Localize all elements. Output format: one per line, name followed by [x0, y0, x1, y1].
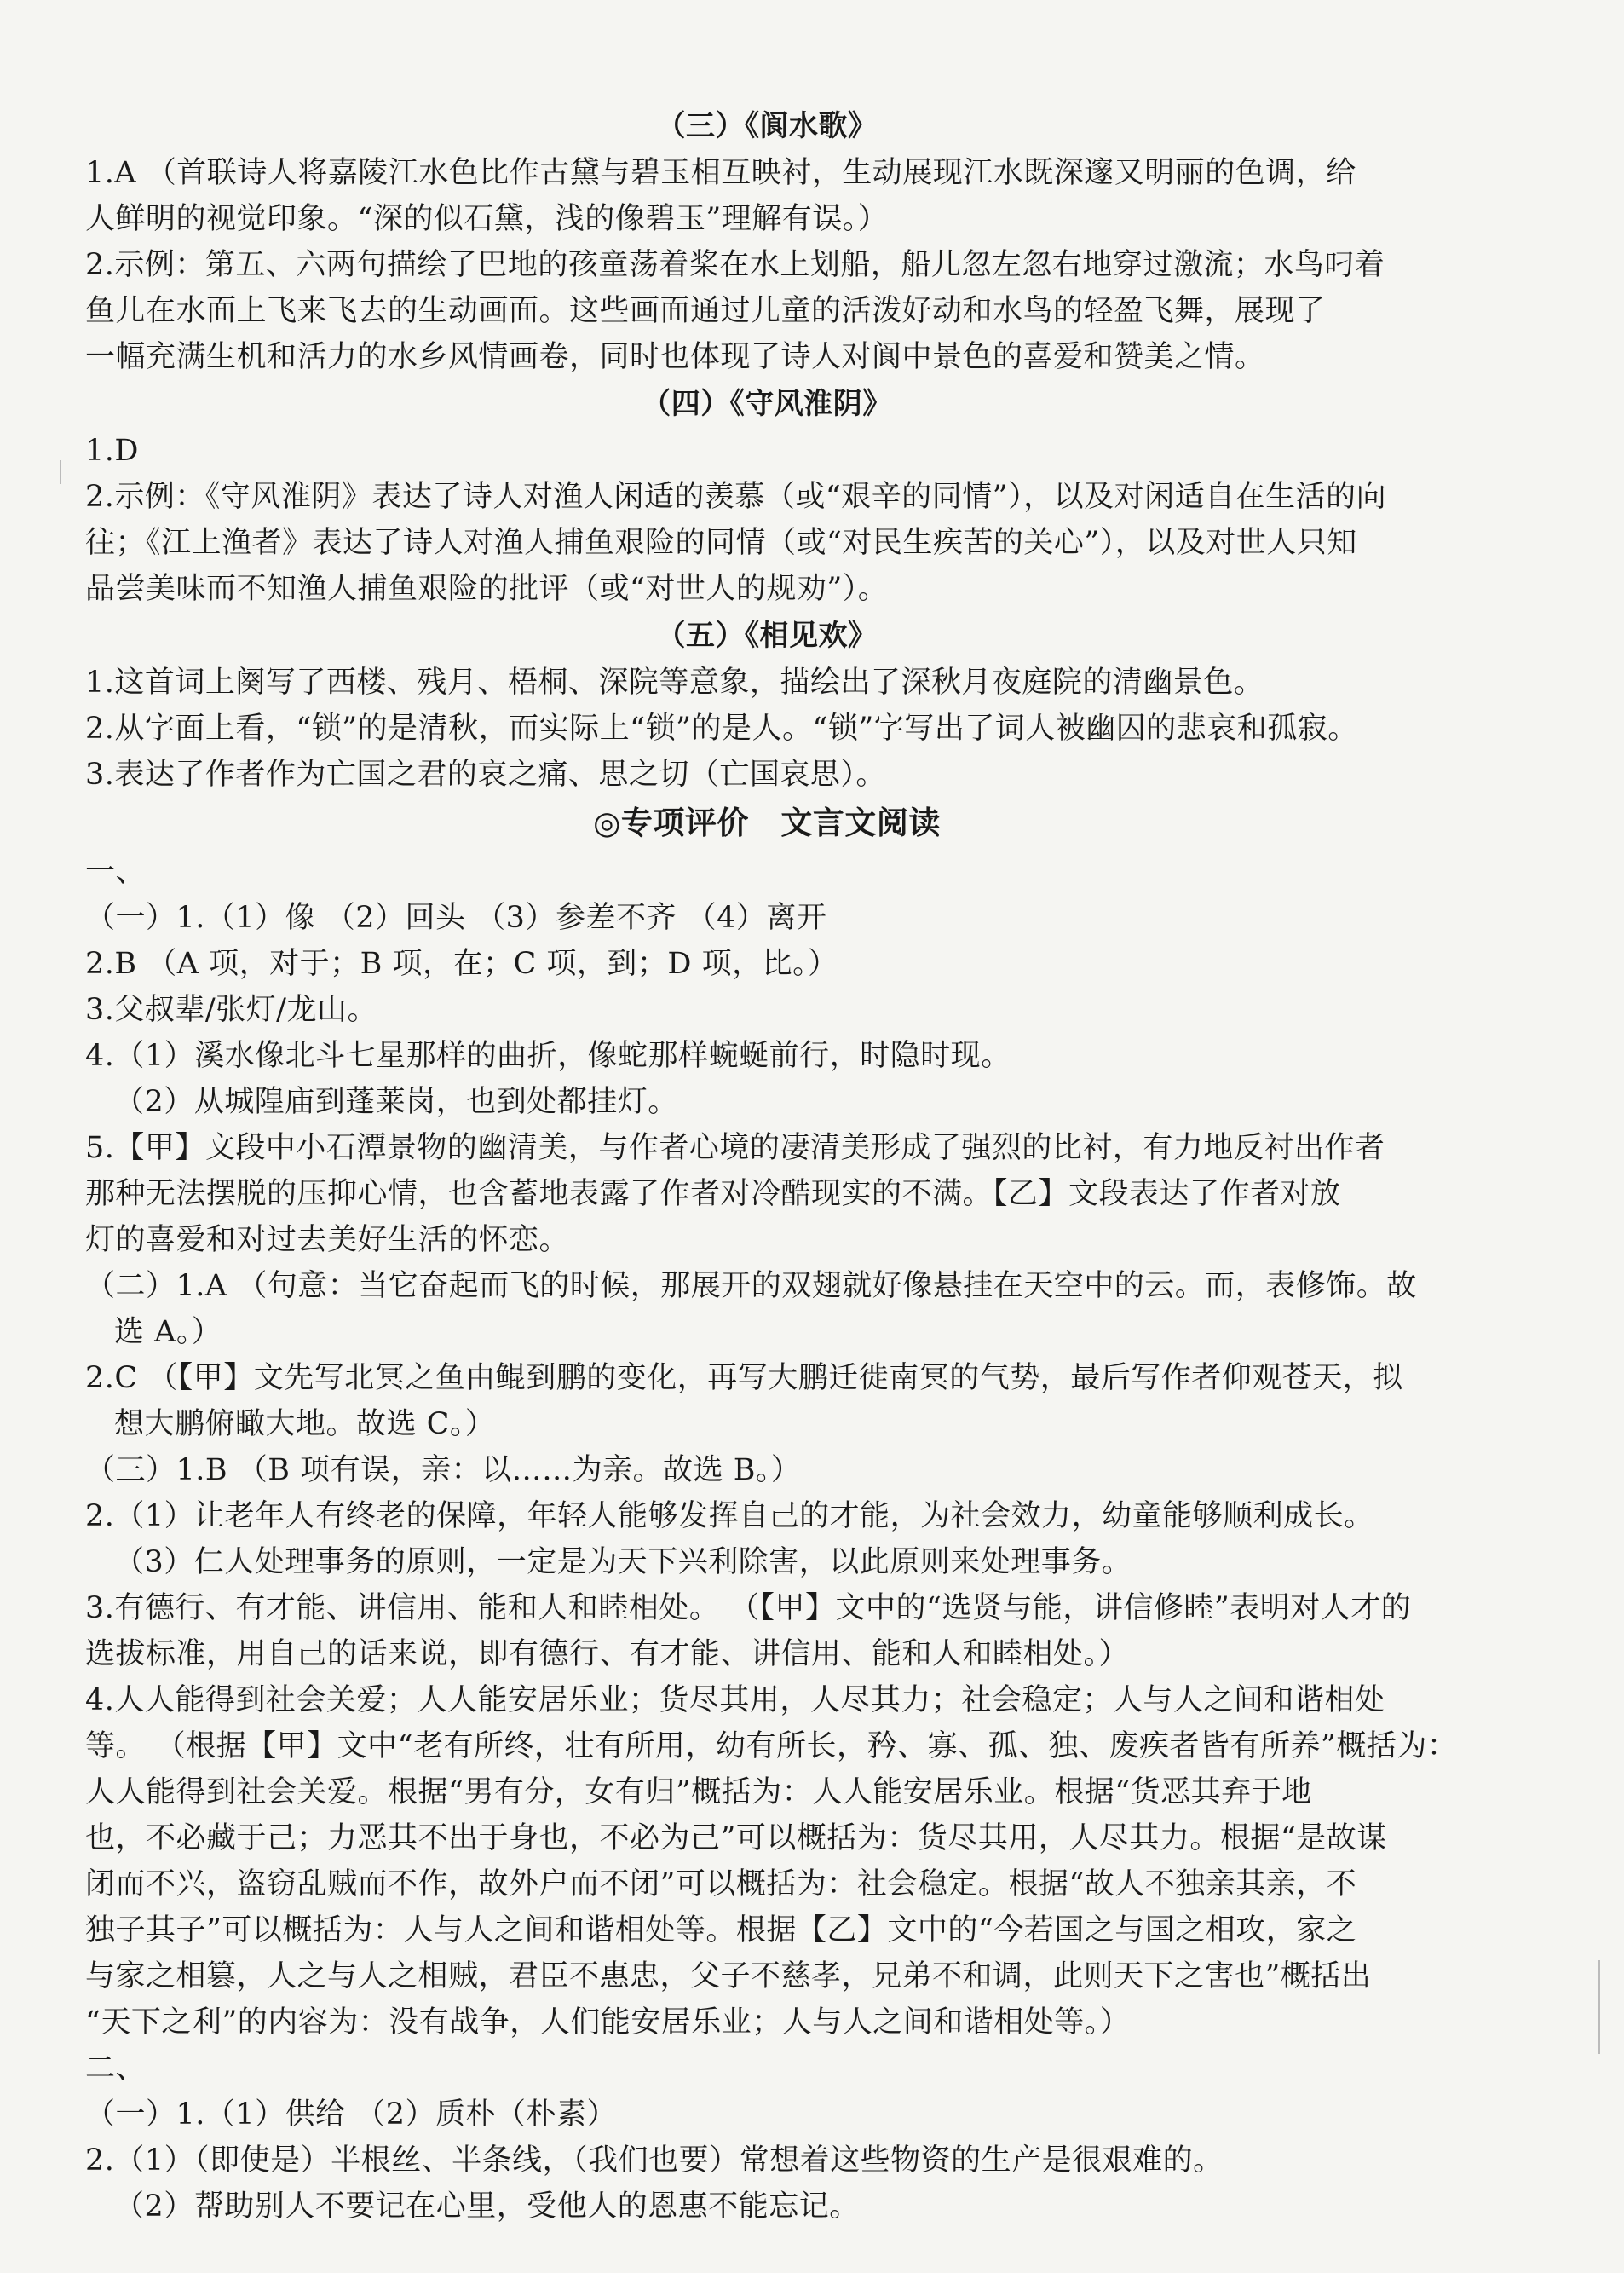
answer-line: 选拔标准，用自己的话来说，即有德行、有才能、讲信用、能和人和睦相处。）: [85, 1637, 1130, 1671]
answer-line: 2.（1）让老年人有终老的保障，年轻人能够发挥自己的才能，为社会效力，幼童能够顺利成长。: [85, 1499, 1374, 1533]
answer-line: （一）1.（1）供给 （2）质朴（朴素）: [85, 2097, 618, 2132]
answer-line: 二、: [85, 2051, 147, 2086]
answer-line: 闭而不兴，盗窃乱贼而不作，故外户而不闭”可以概括为：社会稳定。根据“故人不独亲其亲，不: [85, 1867, 1357, 1901]
answer-line: （三）1.B （B 项有误，亲：以……为亲。故选 B。）: [85, 1453, 802, 1487]
answer-line-indented: 想大鹏俯瞰大地。故选 C。）: [114, 1407, 496, 1441]
answer-line: 独子其子”可以概括为：人与人之间和谐相处等。根据【乙】文中的“今若国之与国之相攻，家之: [85, 1913, 1357, 1947]
answer-line: 那种无法摆脱的压抑心情，也含蓄地表露了作者对冷酷现实的不满。【乙】文段表达了作者对放: [85, 1177, 1341, 1211]
answer-line: 也，不必藏于己；力恶其不出于身也，不必为己”可以概括为：货尽其用，人尽其力。根据“是故谋: [85, 1821, 1387, 1855]
answer-line-indented: （3）仁人处理事务的原则，一定是为天下兴利除害，以此原则来处理事务。: [114, 1545, 1132, 1579]
answer-line: 3.有德行、有才能、讲信用、能和人和睦相处。 （【甲】文中的“选贤与能，讲信修睦”表明对人才的: [85, 1591, 1412, 1625]
answer-line: 4.（1）溪水像北斗七星那样的曲折，像蛇那样蜿蜒前行，时隐时现。: [85, 1039, 1011, 1073]
answer-line: 2.示例：《守风淮阴》表达了诗人对渔人闲适的羡慕（或“艰辛的同情”），以及对闲适自在生活的向: [85, 480, 1387, 514]
answer-key-content: [85, 102, 1458, 2230]
answer-line: 一幅充满生机和活力的水乡风情画卷，同时也体现了诗人对阆中景色的喜爱和赞美之情。: [85, 340, 1265, 374]
answer-line: 2.从字面上看，“锁”的是清秋，而实际上“锁”的是人。“锁”字写出了词人被幽囚的悲哀和孤寂。: [85, 712, 1358, 746]
answer-line: 一、: [85, 855, 147, 889]
answer-line: 鱼儿在水面上飞来飞去的生动画面。这些画面通过儿童的活泼好动和水鸟的轻盈飞舞，展现了: [85, 294, 1326, 328]
answer-line: （一）1.（1）像 （2）回头 （3）参差不齐 （4）离开: [85, 901, 827, 935]
answer-line: 2.B （A 项，对于；B 项，在；C 项，到；D 项，比。）: [85, 947, 838, 981]
answer-line-indented: （2）从城隍庙到蓬莱岗，也到处都挂灯。: [114, 1085, 678, 1119]
answer-line-indented: 选 A。）: [114, 1315, 222, 1349]
answer-line: 与家之相篡，人之与人之相贼，君臣不惠忠，父子不慈孝，兄弟不和调，此则天下之害也”概括出: [85, 1959, 1372, 1993]
answer-line: 1.D: [85, 434, 139, 468]
answer-line: 3.父叔辈/张灯/龙山。: [85, 993, 377, 1027]
answer-line: “天下之利”的内容为：没有战争，人们能安居乐业；人与人之间和谐相处等。）: [85, 2005, 1131, 2039]
poem-title: （四）《守风淮阴》: [642, 387, 892, 421]
answer-line: 等。 （根据【甲】文中“老有所终，壮有所用，幼有所长，矜、寡、孤、独、废疾者皆有所养”概括为：: [85, 1729, 1458, 1763]
answer-line: （二）1.A （句意：当它奋起而飞的时候，那展开的双翅就好像悬挂在天空中的云。而，表修饰。故: [85, 1269, 1417, 1303]
answer-line: 品尝美味而不知渔人捕鱼艰险的批评（或“对世人的规劝”）。: [85, 572, 889, 606]
margin-mark: [1598, 1960, 1600, 2054]
answer-line: 人人能得到社会关爱。根据“男有分，女有归”概括为：人人能安居乐业。根据“货恶其弃于地: [85, 1775, 1312, 1809]
answer-line: 2.示例：第五、六两句描绘了巴地的孩童荡着桨在水上划船，船儿忽左忽右地穿过激流；水鸟叼着: [85, 248, 1385, 282]
answer-line: 5.【甲】文段中小石潭景物的幽清美，与作者心境的凄清美形成了强烈的比衬，有力地反衬出作者: [85, 1131, 1385, 1165]
answer-line: 灯的喜爱和对过去美好生活的怀恋。: [85, 1223, 570, 1257]
margin-mark: [60, 460, 61, 484]
answer-line: 往；《江上渔者》表达了诗人对渔人捕鱼艰险的同情（或“对民生疾苦的关心”），以及对世人只知: [85, 526, 1357, 560]
section-heading: ◎专项评价 文言文阅读: [593, 805, 941, 841]
answer-line: 1.A （首联诗人将嘉陵江水色比作古黛与碧玉相互映衬，生动展现江水既深邃又明丽的色调，给: [85, 156, 1356, 190]
answer-line: 3.表达了作者作为亡国之君的哀之痛、思之切（亡国哀思）。: [85, 758, 886, 792]
answer-line: 1.这首词上阕写了西楼、残月、梧桐、深院等意象，描绘出了深秋月夜庭院的清幽景色。: [85, 666, 1264, 700]
poem-title: （五）《相见欢》: [656, 619, 878, 653]
answer-line: 4.人人能得到社会关爱；人人能安居乐业；货尽其用，人尽其力；社会稳定；人与人之间和谐相处: [85, 1683, 1385, 1717]
answer-line: 人鲜明的视觉印象。“深的似石黛，浅的像碧玉”理解有误。）: [85, 202, 889, 236]
answer-line: 2.（1）（即使是）半根丝、半条线，（我们也要）常想着这些物资的生产是很艰难的。: [85, 2143, 1224, 2178]
answer-line-indented: （2）帮助别人不要记在心里，受他人的恩惠不能忘记。: [114, 2189, 860, 2224]
poem-title: （三）《阆水歌》: [656, 109, 878, 143]
answer-line: 2.C （【甲】文先写北冥之鱼由鲲到鹏的变化，再写大鹏迁徙南冥的气势，最后写作者仰观苍天，拟: [85, 1361, 1403, 1395]
